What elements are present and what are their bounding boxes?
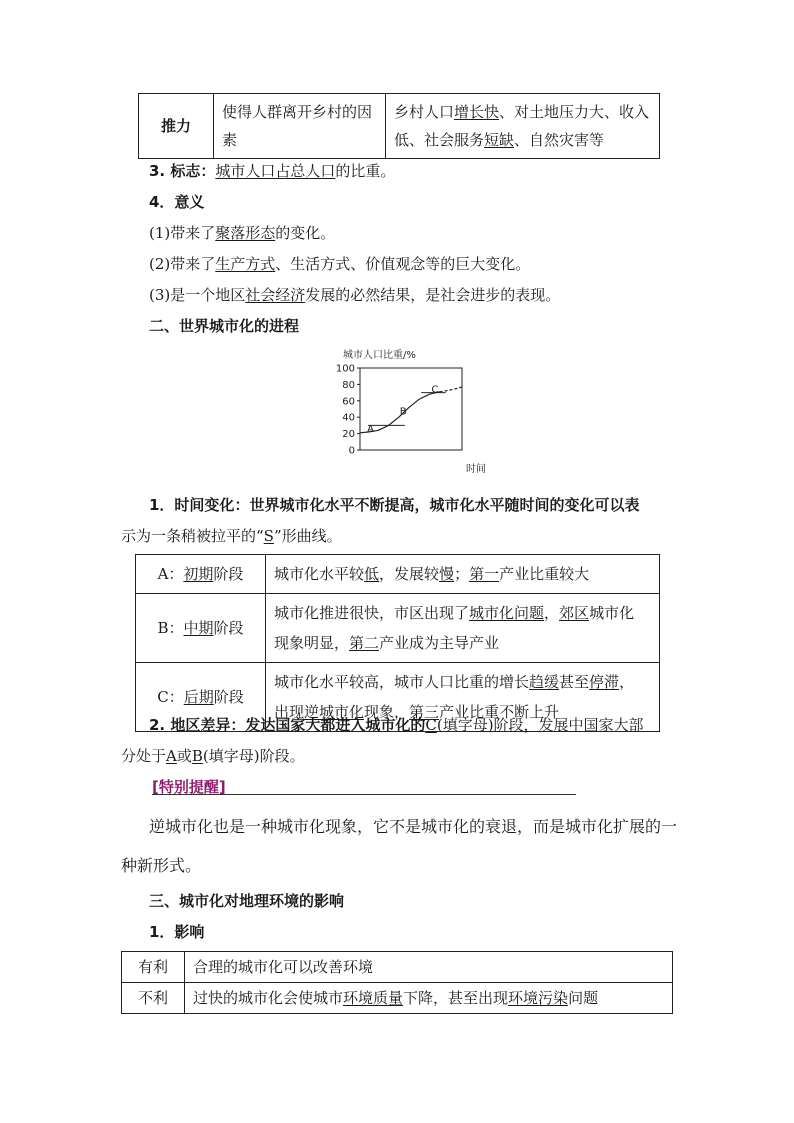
text-underlined: 生产方式: [215, 255, 276, 273]
meaning-3: [149, 284, 560, 305]
text: 产业比重不断上升: [439, 703, 560, 721]
text-underlined: 第二: [349, 634, 380, 652]
text: 过快的城市化会使城市: [193, 989, 344, 1007]
text-underlined: 趋缓: [529, 673, 560, 691]
x-axis-label: 时间: [466, 464, 486, 475]
tip-label: [特别提醒]: [152, 778, 226, 796]
series-line-projection: [440, 387, 462, 392]
item-prefix: 3. 标志：: [149, 162, 216, 180]
text: ；: [454, 565, 470, 583]
detail-part-underlined: 短缺: [484, 131, 515, 149]
stage-desc-line1: [274, 559, 651, 589]
text-underlined: 社会经济: [245, 286, 306, 304]
text: 城市化水平较高，城市人口比重的增长: [274, 673, 530, 691]
text-underlined: 慢: [439, 565, 455, 583]
text: C：: [157, 688, 184, 706]
push-detail-cell: [386, 94, 660, 159]
stage-table: [135, 554, 660, 732]
table-row: [136, 594, 660, 663]
text: ，: [544, 604, 560, 622]
text-underlined: 城市化问题: [469, 604, 545, 622]
time-change-line1: [149, 494, 639, 515]
push-label-cell: 推力: [139, 94, 214, 159]
impact-text-cell: 合理的城市化可以改善环境: [185, 952, 673, 983]
text: 甚至: [559, 673, 590, 691]
impact-text-cell: [185, 983, 673, 1014]
text-underlined: B: [191, 747, 203, 765]
text: 或: [176, 747, 192, 765]
regional-diff-line2: [121, 745, 305, 766]
meaning-1: [149, 222, 335, 243]
text: 下降，甚至出现: [403, 989, 509, 1007]
text: 阶段: [213, 619, 244, 637]
text: 阶段: [213, 565, 244, 583]
text: 现象，: [364, 703, 410, 721]
text-underlined: S: [263, 527, 274, 545]
text-underlined: 环境质量: [343, 989, 404, 1007]
text-underlined: 低: [364, 565, 380, 583]
push-factor-table: [138, 93, 660, 159]
text: 的变化。: [275, 224, 336, 242]
item-suffix: 的比重。: [335, 162, 396, 180]
y-axis-label: 城市人口比重/%: [343, 350, 416, 361]
text: ，: [619, 673, 635, 691]
text: 分处于: [121, 747, 167, 765]
text-underlined: 初期: [183, 565, 214, 583]
detail-part-underlined: 增长快: [454, 103, 500, 121]
text-underlined: 第一: [469, 565, 500, 583]
text: 产业比重较大: [499, 565, 590, 583]
y-tick-label: 20: [342, 429, 355, 441]
text: (填字母)阶段。: [202, 747, 305, 765]
stage-desc-cell: [266, 594, 660, 663]
text: (1)带来了: [149, 224, 216, 242]
text: (3)是一个地区: [149, 286, 246, 304]
text-underlined: 聚落形态: [215, 224, 276, 242]
text: 城市化水平较: [274, 565, 365, 583]
meaning-2: [149, 253, 530, 274]
text: 发展的必然结果，是社会进步的表现。: [305, 286, 561, 304]
tip-line1: 逆城市化也是一种城市化现象，它不是城市化的衰退，而是城市化扩展的一: [149, 817, 678, 836]
item-underlined: 城市人口占总人口: [215, 162, 336, 180]
text-underlined: A: [166, 747, 177, 765]
text-underlined: 后期: [183, 688, 214, 706]
text: 2. 地区差异：发达国家大都进入城市化的: [149, 716, 426, 734]
text: 产业成为主导产业: [379, 634, 500, 652]
y-tick-label: 80: [342, 379, 355, 391]
text-underlined: 第三: [409, 703, 440, 721]
text: ，发展较: [379, 565, 440, 583]
plot-frame: [360, 368, 462, 450]
table-row: [139, 94, 660, 159]
tip-line2: 种新形式。: [121, 856, 202, 875]
text: 城市化: [589, 604, 635, 622]
detail-part: 、对土地压力大、收入低、社会服务: [394, 103, 650, 149]
section-2-heading: 二、世界城市化的进程: [149, 317, 300, 335]
y-tick-label: 60: [342, 396, 355, 408]
text-underlined: 环境污染: [508, 989, 569, 1007]
text-underlined: 郊区: [559, 604, 590, 622]
stage-label: B: [399, 406, 407, 418]
text: 出现: [274, 703, 305, 721]
table-row: [122, 952, 673, 983]
regional-diff-line1: [149, 714, 644, 735]
text: 城市化推进很快，市区出现了: [274, 604, 470, 622]
urbanization-chart: [325, 344, 495, 479]
text: (2)带来了: [149, 255, 216, 273]
text: 阶段: [213, 688, 244, 706]
text: A：: [157, 565, 184, 583]
y-tick-label: 0: [348, 445, 355, 457]
text: ”形曲线。: [273, 527, 342, 545]
stage-label: C: [431, 384, 439, 396]
stage-desc-line1: [274, 667, 651, 697]
item-4-meaning: 4．意义: [149, 193, 205, 211]
stage-desc-cell: [266, 555, 660, 594]
impact-label-cell: 不利: [122, 983, 185, 1014]
text: 、生活方式、价值观念等的巨大变化。: [275, 255, 531, 273]
table-row: [122, 983, 673, 1014]
stage-label-cell: [136, 555, 266, 594]
y-tick-label: 40: [342, 412, 355, 424]
item-3-sign: [149, 160, 395, 181]
detail-part: 、自然灾害等: [514, 131, 605, 149]
push-desc-cell: 使得人群离开乡村的因素: [214, 94, 386, 159]
detail-part: 乡村人口: [394, 103, 455, 121]
stage-label-cell: [136, 594, 266, 663]
stage-label: A: [367, 423, 374, 435]
plot-area: [336, 364, 462, 457]
text: B：: [157, 619, 184, 637]
impact-label-cell: 有利: [122, 952, 185, 983]
text: 示为一条稍被拉平的“: [121, 527, 264, 545]
text-underlined: 中期: [183, 619, 214, 637]
text: 问题: [568, 989, 599, 1007]
y-tick-label: 100: [335, 363, 355, 375]
stage-desc-line2: [274, 628, 651, 658]
text-underlined: 逆城市化: [304, 703, 365, 721]
time-change-line2: [121, 525, 342, 546]
impact-table: [121, 951, 673, 1014]
stage-desc-line1: [274, 598, 651, 628]
section-3-heading: 三、城市化对地理环境的影响: [149, 892, 345, 910]
impact-subheading: 1．影响: [149, 923, 205, 941]
text-underlined: C: [425, 716, 437, 734]
text-underlined: 停滞: [589, 673, 620, 691]
text: 1．时间变化：世界城市化水平不断提高，城市化水平随时间的变化可以表: [149, 496, 640, 514]
table-row: [136, 555, 660, 594]
tip-divider: [152, 794, 576, 795]
text: 现象明显，: [274, 634, 350, 652]
text: (填字母)阶段，发展中国家大部: [436, 716, 644, 734]
